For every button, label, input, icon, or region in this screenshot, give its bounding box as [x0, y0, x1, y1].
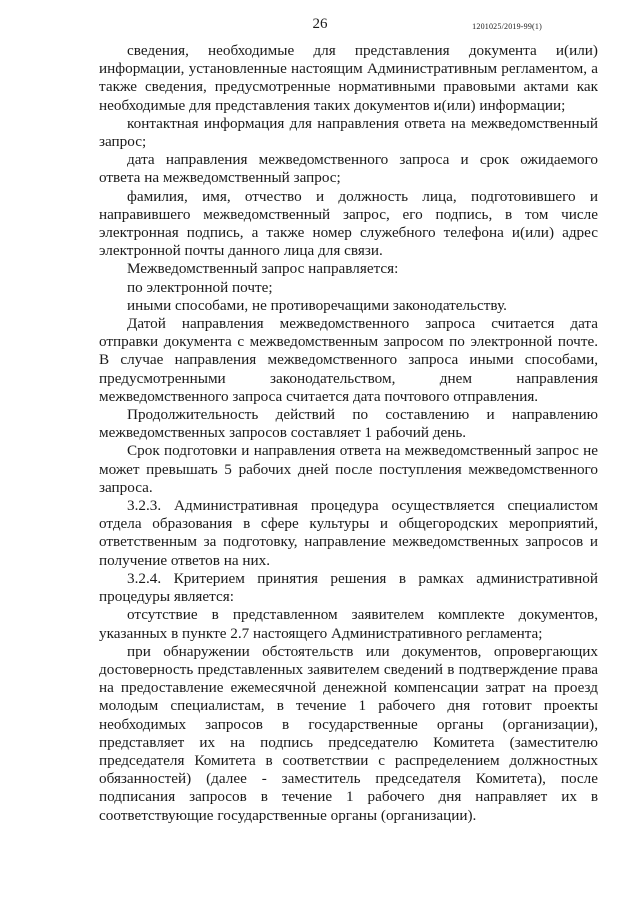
document-body — [99, 42, 598, 825]
paragraph: Продолжительность действий по составлению и направлению межведомственных запросов составляет 1 рабочий день. — [99, 406, 598, 442]
paragraph: Срок подготовки и направления ответа на межведомственный запрос не может превышать 5 рабочих дней после поступления межведомственного запроса. — [99, 442, 598, 496]
paragraph: дата направления межведомственного запроса и срок ожидаемого ответа на межведомственный запрос; — [99, 151, 598, 187]
page-number: 26 — [312, 16, 328, 32]
paragraph: по электронной почте; — [127, 278, 273, 296]
paragraph: отсутствие в представленном заявителем комплекте документов, указанных в пункте 2.7 настоящего Административного регламента; — [99, 606, 598, 642]
paragraph: при обнаружении обстоятельств или документов, опровергающих достоверность представленных заявителем сведений в подтверждение права на предоставление ежемесячной денежной компенсации затрат на проезд молодым специалистам, в течение 1 рабочего дня готовит проекты необходимых запросов в государственные органы (организации), представляет их на подпись председателю Комитета (заместителю председателя Комитета в соответствии с распределением должностных обязанностей) (далее - заместитель председателя Комитета), после подписания запросов в течение 1 рабочего дня направляет их в соответствующие государственные органы (организации). — [99, 642, 598, 824]
paragraph: контактная информация для направления ответа на межведомственный запрос; — [99, 114, 598, 151]
paragraph: 3.2.4. Критерием принятия решения в рамках административной процедуры является: — [99, 569, 598, 606]
paragraph: Межведомственный запрос направляется: — [127, 260, 399, 278]
paragraph: Датой направления межведомственного запроса считается дата отправки документа с межведомственным запросом по электронной почте. В случае направления межведомственного запроса иными способами, предусмотренными законодательством, днем направления межведомственного запроса считается дата почтового отправления. — [99, 315, 598, 405]
paragraph: фамилия, имя, отчество и должность лица, подготовившего и направившего межведомственный запрос, его подпись, в том числе электронная подпись, а также номер служебного телефона и(или) адрес электронной почты данного лица для связи. — [99, 187, 598, 260]
paragraph: 3.2.3. Административная процедура осуществляется специалистом отдела образования в сфере культуры и общегородских мероприятий, ответственным за подготовку, направление межведомственных запросов и получение ответов на них. — [99, 497, 598, 569]
paragraph: иными способами, не противоречащими законодательству. — [127, 296, 507, 314]
paragraph: сведения, необходимые для представления документа и(или) информации, установленные настоящим Административным регламентом, а также сведения, предусмотренные нормативными правовыми актами как необходимые для представления таких документов и(или) информации; — [99, 42, 598, 114]
document-code: 1201025/2019-99(1) — [472, 22, 542, 31]
